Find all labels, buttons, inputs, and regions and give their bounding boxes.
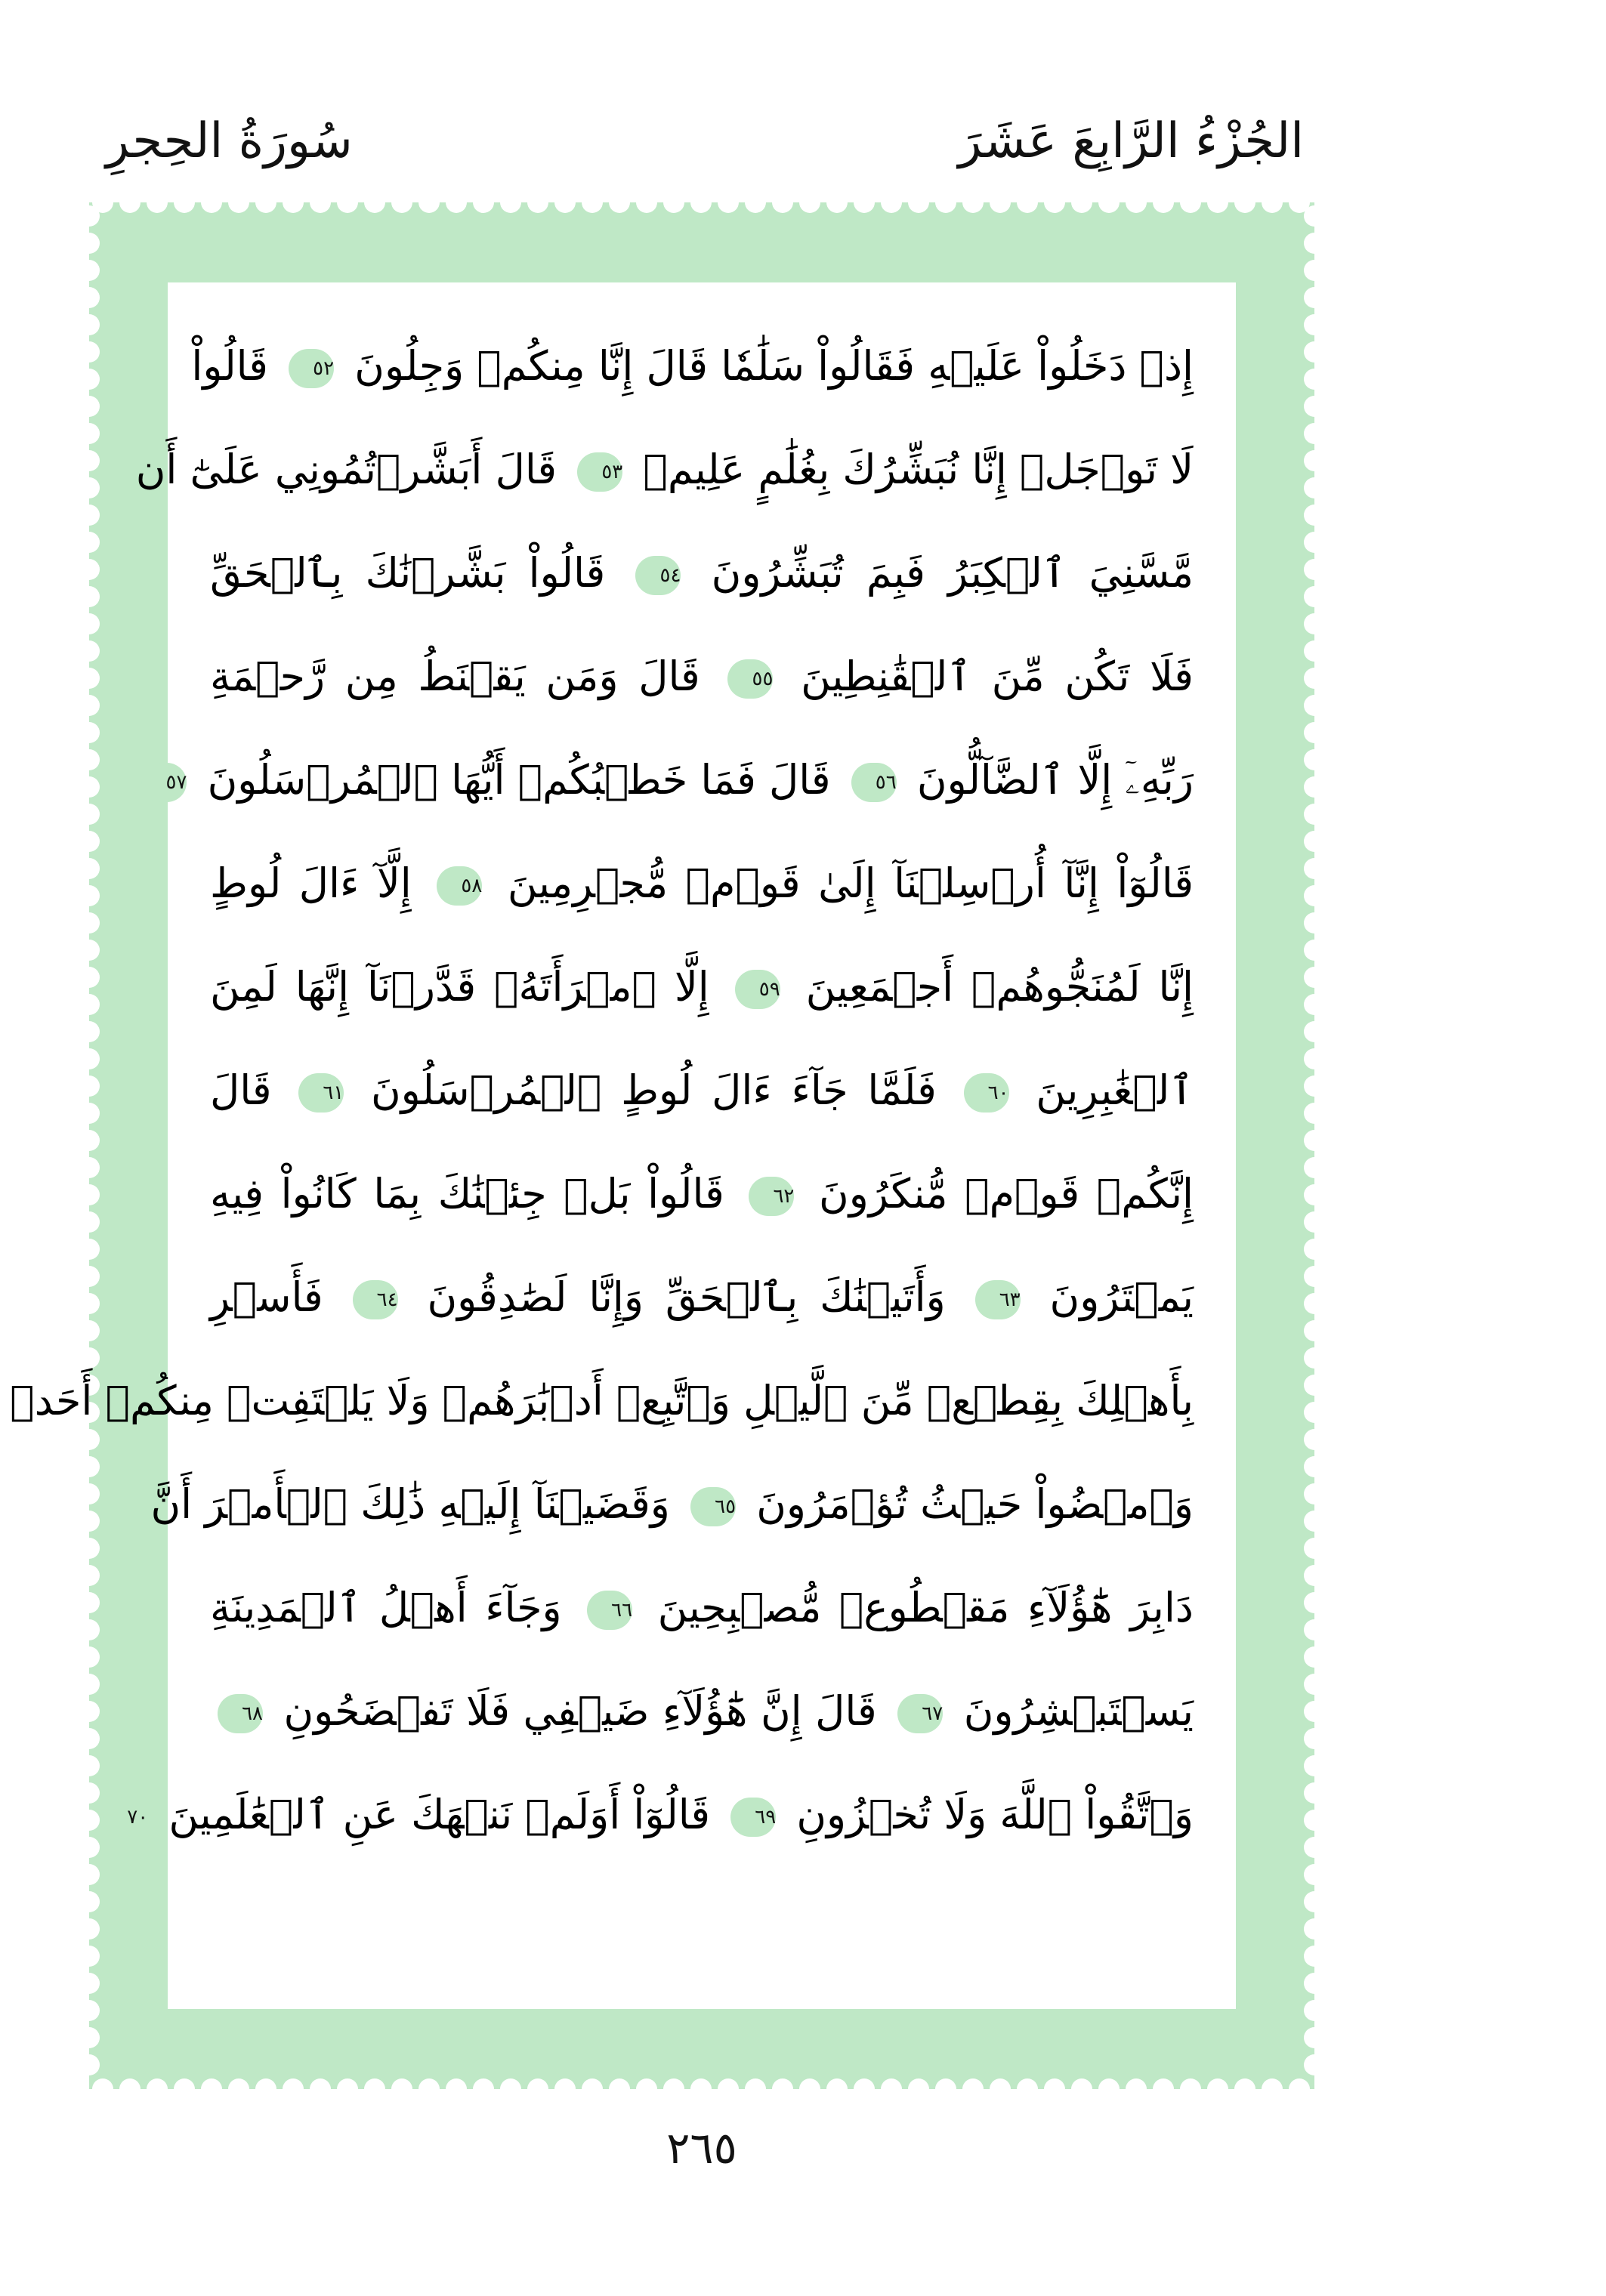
verse-text: مَّسَّنِيَ ٱلۡكِبَرُ فَبِمَ تُبَشِّرُونَ: [711, 549, 1194, 597]
juz-name: الجُزْءُ الرَّابِعَ عَشَرَ: [958, 113, 1304, 169]
ayah-number-marker: ٦٨: [218, 1694, 263, 1733]
verse-text: قَالُوٓاْ أَوَلَمۡ نَنۡهَكَ عَنِ ٱلۡعَٰلَمِينَ: [168, 1791, 711, 1838]
verse-text: وَقَضَيۡنَآ إِلَيۡهِ ذَٰلِكَ ٱلۡأَمۡرَ أَنَّ: [150, 1480, 670, 1528]
page-border-frame: [10, 202, 1314, 2089]
ayah-number-marker: ٥٣: [577, 452, 622, 492]
verse-text: قَالُواْ بَلۡ جِئۡنَٰكَ بِمَا كَانُواْ فِيهِ: [210, 1170, 724, 1217]
ayah-number-marker: ٦٠: [964, 1073, 1009, 1113]
page-number: ٢٦٥: [666, 2122, 737, 2174]
surah-name: سُورَةُ الحِجرِ: [106, 113, 353, 169]
verse-line: [210, 625, 1194, 728]
verse-line: [210, 935, 1194, 1038]
verse-text: فَلَا تَكُن مِّنَ ٱلۡقَٰنِطِينَ: [801, 653, 1194, 700]
ayah-number-marker: ٦٧: [897, 1694, 943, 1733]
verse-text: إِلَّا ٱمۡرَأَتَهُۥ قَدَّرۡنَآ إِنَّهَا لَمِنَ: [210, 963, 709, 1011]
verse-line: [210, 1245, 1194, 1349]
ayah-number-marker: ٦٦: [587, 1591, 632, 1630]
ayah-number-marker: ٦٩: [730, 1798, 776, 1837]
verse-text: قَالَ فَمَا خَطۡبُكُمۡ أَيُّهَا ٱلۡمُرۡسَلُونَ: [207, 756, 831, 804]
verse-line: [210, 1038, 1194, 1142]
verse-text: رَبِّهِۦٓ إِلَّا ٱلضَّآلُّونَ: [916, 756, 1194, 804]
verse-line: [210, 1142, 1194, 1245]
ayah-number-marker: ٦٥: [690, 1487, 736, 1526]
verse-line: [210, 1556, 1194, 1659]
verse-text: قَالُواْ بَشَّرۡنَٰكَ بِٱلۡحَقِّ: [210, 549, 606, 597]
ayah-number-marker: ٥٥: [727, 659, 773, 699]
verse-line: [210, 832, 1194, 935]
ayah-number-marker: ٥٢: [289, 349, 334, 388]
verse-text: قَالَ: [210, 1066, 272, 1114]
ayah-number-marker: ٦١: [298, 1073, 344, 1113]
verse-text: وَٱمۡضُواْ حَيۡثُ تُؤۡمَرُونَ: [756, 1480, 1194, 1528]
verse-line: [191, 314, 1194, 418]
ayah-number-marker: ٥٩: [735, 970, 780, 1009]
verse-text: قَالَ أَبَشَّرۡتُمُونِي عَلَىٰٓ أَن: [135, 446, 557, 493]
verse-line: [127, 1763, 1194, 1866]
verse-text: قَالَ وَمَن يَقۡنَطُ مِن رَّحۡمَةِ: [210, 653, 700, 700]
verse-text: فَأَسۡرِ: [210, 1273, 323, 1321]
verse-text: إِذۡ دَخَلُواْ عَلَيۡهِ فَقَالُواْ سَلَٰمٗا قَالَ إِنَّا مِنكُمۡ وَجِلُونَ: [354, 342, 1194, 390]
ayah-number-marker: ٦٣: [975, 1280, 1021, 1319]
ayah-number-marker: ٥٦: [851, 763, 897, 802]
verse-line: [210, 521, 1194, 625]
verse-text: وَجَآءَ أَهۡلُ ٱلۡمَدِينَةِ: [210, 1584, 562, 1631]
ayah-number-marker: ٦٢: [749, 1177, 794, 1216]
verse-text: فَلَمَّا جَآءَ ءَالَ لُوطٍ ٱلۡمُرۡسَلُونَ: [370, 1066, 937, 1114]
verse-line: [210, 1659, 1194, 1763]
verse-text: إِلَّآ ءَالَ لُوطٍ: [210, 859, 412, 907]
verse-text: ٱلۡغَٰبِرِينَ: [1036, 1066, 1194, 1114]
ayah-number-marker: ٧٠: [103, 1798, 148, 1837]
text-panel: [10, 282, 1236, 2009]
verse-text: وَٱتَّقُواْ ٱللَّهَ وَلَا تُخۡزُونِ: [796, 1791, 1194, 1838]
verse-line: [150, 1452, 1194, 1556]
ayah-number-marker: ٥٧: [141, 763, 187, 802]
verse-text: إِنَّكُمۡ قَوۡمٞ مُّنكَرُونَ: [819, 1170, 1194, 1217]
verse-text: دَابِرَ هَٰٓؤُلَآءِ مَقۡطُوعٞ مُّصۡبِحِينَ: [657, 1584, 1194, 1631]
verse-text: يَمۡتَرُونَ: [1049, 1273, 1194, 1321]
verse-line: [165, 728, 1194, 832]
verse-text: لَا تَوۡجَلۡ إِنَّا نُبَشِّرُكَ بِغُلَٰمٍ عَلِيمٖ: [643, 446, 1194, 493]
verse-line: [10, 1349, 1194, 1452]
verse-text: وَأَتَيۡنَٰكَ بِٱلۡحَقِّ وَإِنَّا لَصَٰدِقُونَ: [427, 1273, 946, 1321]
verse-text: إِنَّا لَمُنَجُّوهُمۡ أَجۡمَعِينَ: [805, 963, 1194, 1011]
verse-line: [135, 418, 1194, 521]
verse-text: قَالَ إِنَّ هَٰٓؤُلَآءِ ضَيۡفِي فَلَا تَفۡضَحُونِ: [283, 1687, 877, 1735]
verse-text: قَالُواْ: [191, 342, 268, 390]
verse-text: يَسۡتَبۡشِرُونَ: [963, 1687, 1194, 1735]
verse-text: قَالُوٓاْ إِنَّآ أُرۡسِلۡنَآ إِلَىٰ قَوۡمٖ مُّجۡرِمِينَ: [507, 859, 1194, 907]
ayah-number-marker: ٦٤: [353, 1280, 398, 1319]
verse-text: بِأَهۡلِكَ بِقِطۡعٖ مِّنَ ٱلَّيۡلِ وَٱتَّبِعۡ أَدۡبَٰرَهُمۡ وَلَا يَلۡتَفِتۡ مِنكُمۡ أَحَدٞ: [10, 1377, 1194, 1424]
verse-lines: [10, 314, 1194, 1866]
ayah-number-marker: ٥٨: [437, 866, 482, 906]
ayah-number-marker: ٥٤: [635, 556, 681, 595]
